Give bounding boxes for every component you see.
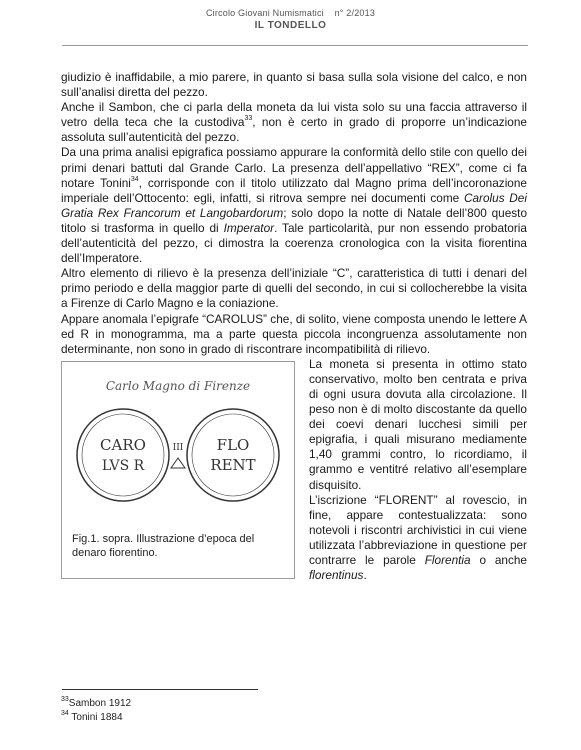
footnote-ref-33[interactable]: 33 [244,115,253,123]
journal-title: IL TONDELLO [254,20,327,31]
header-divider [62,45,528,46]
article-body [61,70,527,583]
figure-numeral: III [172,442,184,453]
header-publisher-line [0,8,581,18]
paragraph-3: Da una prima analisi epigrafica possiamo appurare la conformità dello stile con quello dei primi denari battuti dal Grande Carlo. La presenza dell’appellativo “REX”, come ci fa notare Tonini$^{34}$, corrisponde con il titolo utilizzato dal Magno prima dell’incoronazione imperiale dell’Ottocento: egli, infatti, si ritrova sempre nei documenti come Carolus Dei Gratia Rex Francorum et Langobardorum; solo dopo la notte di Natale dell’800 questo titolo si trasforma in quello di Imperator. Tale particolarità, pur non essendo probatoria dell’autenticità del pezzo, ci dimostra la coerenza cronologica con la visita fiorentina dell’Imperatore. [61,145,527,266]
paragraph-1: giudizio è inaffidabile, a mio parere, in quanto si basa sulla sola visione del calco, e non sull’analisi diretta del pezzo. [61,70,527,100]
footnote-ref-34[interactable]: 34 [130,175,139,183]
footnote-divider [62,689,258,690]
coin-illustration [68,370,288,520]
paragraph-7: L’iscrizione “FLORENT” al rovescio, in fine, appare contestualizzata: sono notevoli i riscontri archivistici in cui viene utilizzata l’abbreviazione in questione per contrarre le parole Florentia o anche florentinus. [309,492,527,583]
coin-separator-mark [171,458,185,468]
obverse-coin [77,409,169,501]
footnote-33: $^{33}$Sambon 1912 [61,695,132,709]
coin-figure [61,361,295,579]
paragraph-2: Anche il Sambon, che ci parla della moneta da lui vista solo su una faccia attraverso il vetro della teca che la custodiva$^{33}$, non è certo in grado di proporre un’indicazione assoluta sull’autenticità del pezzo. [61,100,527,145]
footnote-34: $^{34}$ Tonini 1884 [61,709,123,723]
reverse-line-2: RENT [210,455,256,474]
obverse-line-2: LVS R [101,457,145,474]
footnotes [61,697,131,725]
reverse-line-1: FLO [216,435,250,454]
reverse-coin [187,409,279,501]
paragraph-5: Appare anomala l’epigrafe “CAROLUS” che, di solito, viene composta unendo le lettere A ed R in monogramma, ma a parte questa piccola incongruenza assolutamente non determinante, non sono in grado di riscontrare incompatibilità di rilievo. [61,311,527,356]
publisher-name: Circolo Giovani Numismatici [205,8,324,18]
issue-number: n° 2/2013 [334,8,376,18]
obverse-line-1: CARO [100,435,146,454]
figure-caption: Fig.1. sopra. Illustrazione d’epoca del denaro fiorentino. [72,532,255,559]
paragraph-4: Altro elemento di rilievo è la presenza dell’iniziale “C”, caratteristica di tutti i denari del primo periodo e della maggior parte di quelli del secondo, in cui si collocherebbe la visita a Firenze di Carlo Magno e la coniazione. [61,266,527,311]
page-header [0,8,581,31]
paragraph-6: La moneta si presenta in ottimo stato conservativo, molto ben centrata e priva di ogni usura dovuta alla circolazione. Il peso non è di molto discostante da quello dei coevi denari lucchesi simili per epigrafia, i quali misurano mediamente 1,40 grammi contro, lo ricordiamo, il grammo e ventitré relativo all’esemplare disquisito. [309,356,527,492]
figure-script-title: Carlo Magno di Firenze [105,378,251,393]
figure-container [61,357,295,581]
